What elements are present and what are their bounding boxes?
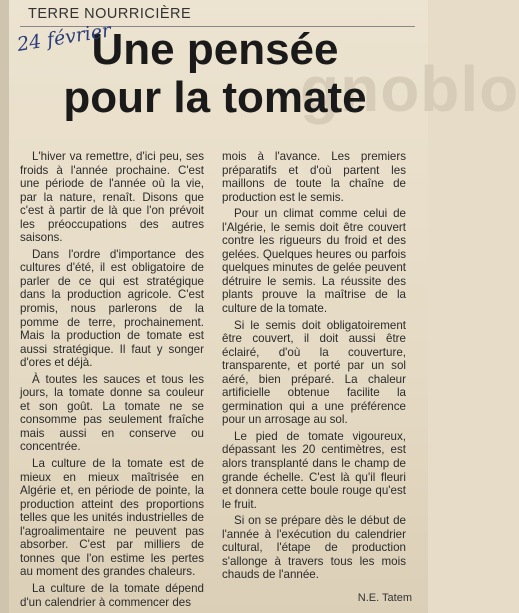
headline-line-1: Une pensée <box>91 25 339 74</box>
paragraph: La culture de la tomate est de mieux en mieux maîtrisée en Algérie et, en période de pointe, la production atteint des proportions telles que les unités industrielles de l'agroalimentaire ne peuvent pas absorber. C'est par milliers de tonnes que l'on estime les pertes au moment des grandes chaleurs. <box>20 457 204 579</box>
paragraph: mois à l'avance. Les premiers préparatifs et d'où partent les maillons de toute la chaîne de production est le semis. <box>222 150 406 204</box>
handwritten-date-note: 24 février <box>15 19 113 56</box>
section-rubric: TERRE NOURRICIÈRE <box>28 6 192 22</box>
paragraph: Dans l'ordre d'importance des cultures d'été, il est obligatoire de parler de ce qui est stratégique dans la production agricole. C'est promis, nous parlerons de la pomme de terre, prochainement. Mais la production de tomate est aussi stratégique. Il faut y songer d'ores et déjà. <box>20 247 204 370</box>
article-column-left <box>20 150 204 609</box>
article-column-right <box>222 150 406 592</box>
paragraph: Pour un climat comme celui de l'Algérie, le semis doit être couvert contre les rigueurs du froid et des gelées. Quelques heures ou parfois quelques minutes de gelée peuvent détruire le semis. La réussite des plants prouve la maîtrise de la culture de la tomate. <box>222 207 406 316</box>
show-through-text: gnoblo <box>300 53 519 125</box>
paragraph: À toutes les sauces et tous les jours, la tomate donne sa couleur et son goût. La tomate ne se consomme pas seulement fraîche mais aussi en conserve ou concentrée. <box>20 372 204 454</box>
paragraph: Si le semis doit obligatoirement être couvert, il doit aussi être éclairé, d'où la couverture, transparente, et porté par un sol aéré, bien préparé. La chaleur artificielle obtenue facilite la germination qui a une préférence pour un arrosage au sol. <box>222 318 406 427</box>
paragraph: La culture de la tomate dépend d'un calendrier à commencer des <box>20 581 204 609</box>
page-edge <box>0 0 9 613</box>
headline-line-2: pour la tomate <box>63 73 367 122</box>
author-byline: N.E. Tatem <box>357 592 412 604</box>
paragraph: Si on se prépare dès le début de l'année à l'exécution du calendrier cultural, l'étape de production s'allonge à travers tous les mois chauds de l'année. <box>222 514 406 582</box>
paragraph: L'hiver va remettre, d'ici peu, ses froids à l'année prochaine. C'est une période de l'année où la vie, par la nature, renaît. Disons que c'est à partir de là que l'on prévoit les préoccupations des autres saisons. <box>20 150 204 245</box>
paragraph: Le pied de tomate vigoureux, dépassant les 20 centimètres, est alors transplanté dans le champ de grande échelle. C'est là qu'il fleuri et donnera cette boule rouge qu'est le fruit. <box>222 429 406 511</box>
